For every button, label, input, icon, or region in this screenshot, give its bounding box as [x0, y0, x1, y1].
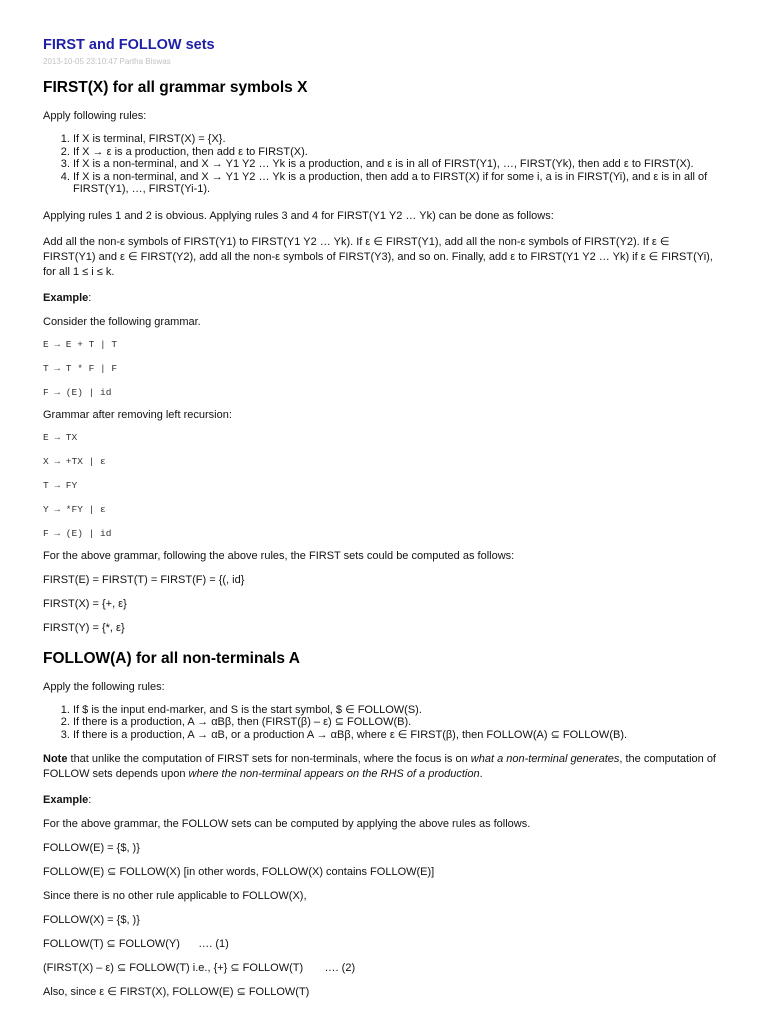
- follow-apply-text: Apply the following rules:: [43, 680, 165, 693]
- first-rule-4: 4. If X is a non-terminal, and X → Y1 Y2 … Yk is a production, then add a to FIRST(X) if for some i, a is in FIRST(Yi), and ε is in all of FIRST(Y1), …, FIRST(Yi-1).: [73, 171, 725, 196]
- follow-note: Note that unlike the computation of FIRST sets for non-terminals, where the focus is on what a non-terminal generates, the computation of FOLLOW sets depends upon where the non-terminal appears on the RHS of a production.: [43, 753, 716, 780]
- first-computed-text: For the above grammar, following the above rules, the FIRST sets could be computed as follows:: [43, 549, 515, 562]
- grammar-line: Y → *FY | ε: [43, 503, 106, 515]
- first-rules-list: [43, 133, 725, 196]
- first-apply-text: Apply following rules:: [43, 110, 147, 122]
- grammar-block: [43, 339, 725, 399]
- follow-line-5: FOLLOW(T) ⊆ FOLLOW(Y) …. (1): [43, 938, 229, 950]
- follow-rule-1: 1. If $ is the input end-marker, and S is the start symbol, $ ∈ FOLLOW(S).: [73, 704, 725, 717]
- follow-line-1: FOLLOW(E) = {$, )}: [43, 842, 140, 854]
- follow-line-3: Since there is no other rule applicable to FOLLOW(X),: [43, 890, 307, 902]
- grammar-block-2: [43, 432, 725, 540]
- first-rule-3: 3. If X is a non-terminal, and X → Y1 Y2 … Yk is a production, and ε is in all of FIRST(Y1), …, FIRST(Yk), then add ε to FIRST(X).: [73, 158, 725, 171]
- grammar-line: F → (E) | id: [43, 386, 112, 398]
- grammar-line: T → T * F | F: [43, 362, 118, 374]
- post-title[interactable]: FIRST and FOLLOW sets: [43, 37, 215, 53]
- grammar-line: E → TX: [43, 431, 78, 443]
- grammar-line: F → (E) | id: [43, 527, 112, 539]
- follow-example-label: Example:: [43, 794, 92, 806]
- first-procedure-text: Add all the non-ε symbols of FIRST(Y1) to FIRST(Y1 Y2 … Yk). If ε ∈ FIRST(Y1), add all the non-ε symbols of FIRST(Y2). If ε ∈ FIRST(Y1) and ε ∈ FIRST(Y2), add all the non-ε symbols of FIRST(Y3), and so on. Finally, add ε to FIRST(Y1 Y2 … Yk) if ε ∈ FIRST(Yi), for all 1 ≤ i ≤ k.: [43, 235, 713, 278]
- follow-rules-list: [43, 704, 725, 742]
- first-example-label: Example:: [43, 291, 92, 304]
- grammar-line: T → FY: [43, 479, 78, 491]
- grammar-line: X → +TX | ε: [43, 455, 106, 467]
- follow-line-7: Also, since ε ∈ FIRST(X), FOLLOW(E) ⊆ FOLLOW(T): [43, 986, 310, 998]
- first-rule-2: 2. If X → ε is a production, then add ε to FIRST(X).: [73, 146, 725, 159]
- after-removal-text: Grammar after removing left recursion:: [43, 408, 232, 421]
- first-result-1: FIRST(E) = FIRST(T) = FIRST(F) = {(, id}: [43, 573, 245, 586]
- first-heading: FIRST(X) for all grammar symbols X: [43, 79, 308, 96]
- first-result-3: FIRST(Y) = {*, ε}: [43, 621, 125, 634]
- first-consider-text: Consider the following grammar.: [43, 315, 201, 328]
- follow-intro-text: For the above grammar, the FOLLOW sets can be computed by applying the above rules as follows.: [43, 818, 531, 830]
- first-obvious-text: Applying rules 1 and 2 is obvious. Applying rules 3 and 4 for FIRST(Y1 Y2 … Yk) can be done as follows:: [43, 209, 554, 222]
- note-label: Note: [43, 753, 68, 765]
- grammar-line: E → E + T | T: [43, 338, 118, 350]
- follow-line-6: (FIRST(X) – ε) ⊆ FOLLOW(T) i.e., {+} ⊆ FOLLOW(T) …. (2): [43, 962, 356, 974]
- follow-heading: FOLLOW(A) for all non-terminals A: [43, 649, 300, 667]
- follow-rule-2: 2. If there is a production, A → αBβ, then (FIRST(β) – ε) ⊆ FOLLOW(B).: [73, 716, 725, 729]
- follow-rule-3: 3. If there is a production, A → αB, or a production A → αBβ, where ε ∈ FIRST(β), then FOLLOW(A) ⊆ FOLLOW(B).: [73, 729, 725, 742]
- first-result-2: FIRST(X) = {+, ε}: [43, 597, 127, 610]
- first-rule-1: 1. If X is terminal, FIRST(X) = {X}.: [73, 133, 725, 146]
- post-meta: 2013-10-05 23:10:47 Partha Biswas: [43, 57, 171, 66]
- follow-line-4: FOLLOW(X) = {$, )}: [43, 914, 140, 926]
- follow-line-2: FOLLOW(E) ⊆ FOLLOW(X) [in other words, FOLLOW(X) contains FOLLOW(E)]: [43, 866, 435, 878]
